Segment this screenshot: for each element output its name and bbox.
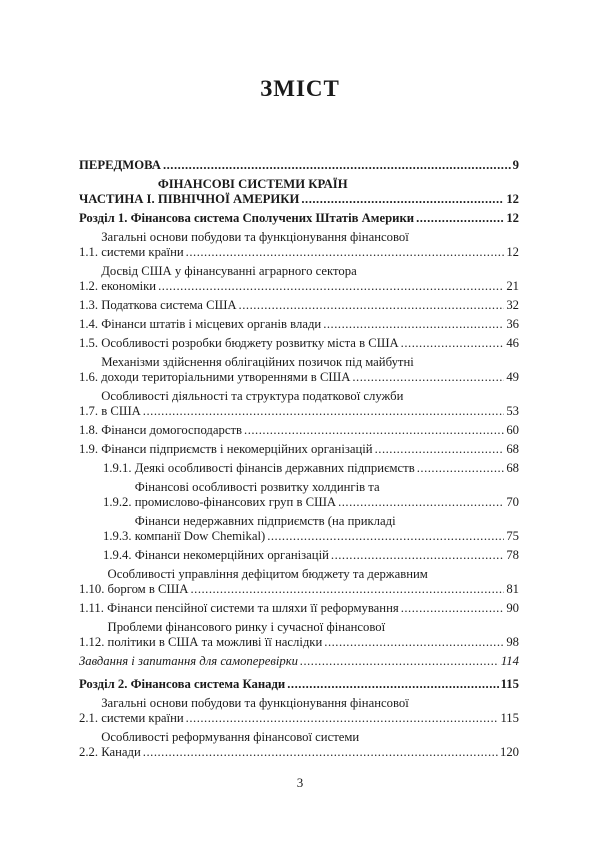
toc-entry-title-line: Досвід США у фінансуванні аграрного сектора [101,264,357,278]
dot-leader [244,423,504,438]
toc-entry-title-line: Механізми здійснення облігаційних позичок під майбутні [101,355,414,369]
toc-entry-number: 1.9.4. [103,548,135,562]
dot-leader [186,711,499,726]
toc-entry-number: 1.2. [79,279,102,293]
dot-leader [417,461,505,476]
toc-entry-title: політики в США та можливі її наслідки [107,635,323,649]
toc-entry-number: 1.9.3. [103,529,135,543]
dot-leader [323,317,504,332]
toc-entry-page: 68 [506,461,519,475]
toc-entry [79,730,519,760]
dot-leader [324,635,504,650]
toc-entry-title-line: Особливості реформування фінансової системи [101,730,360,744]
toc-entry-title-line: Особливості управління дефіцитом бюджету та державним [107,567,428,581]
toc-entry-title: системи країни [101,245,184,259]
toc-entry-title: економіки [101,279,157,293]
toc-entry [79,423,519,438]
toc-entry-number: 1.9.2. [103,495,135,509]
toc-entry-title-line: Загальні основи побудови та функціонування фінансової [101,230,409,244]
toc-entry-title: Фінанси пенсійної системи та шляхи її реформування [107,601,399,615]
toc-entry-page: 32 [506,298,519,312]
toc-entry-title: Фінанси штатів і місцевих органів влади [101,317,322,331]
toc-entry-number: 1.7. [79,404,102,418]
toc-entry-title: системи країни [101,711,184,725]
toc-entry-page: 21 [506,279,519,293]
toc-entry [79,177,519,207]
toc-entry [79,298,519,313]
dot-leader [287,677,498,692]
toc-entry [79,654,519,669]
toc-entry [79,230,519,260]
toc-entry-title: компанії Dow Chemikal) [134,529,266,543]
dot-leader [239,298,505,313]
toc-entry [79,461,519,476]
toc-entry-title-line: Фінансові особливості розвитку холдингів та [134,480,380,494]
toc-entry-title: Фінанси підприємств і некомерційних організацій [101,442,373,456]
dot-leader [401,601,505,616]
toc-entry [79,442,519,457]
toc-entry-page: 70 [506,495,519,509]
toc-entry-page: 60 [506,423,519,437]
toc-entry-title: ПІВНІЧНОЇ АМЕРИКИ [157,192,300,206]
toc-entry-number: ЧАСТИНА І. [79,192,158,206]
toc-entry-title: доходи територіальними утвореннями в США [101,370,351,384]
toc-entry-title: Деякі особливості фінансів державних підприємств [134,461,415,475]
dot-leader [352,370,504,385]
toc-entry-page: 68 [506,442,519,456]
toc-entry-page: 46 [506,336,519,350]
toc-entry-page: 9 [512,158,519,172]
dot-leader [338,495,504,510]
toc-entry-title: Канади [101,745,141,759]
toc-entry-title: Особливості розробки бюджету розвитку міста в США [101,336,399,350]
toc-entry-title: Фінанси домогосподарств [101,423,243,437]
toc-entry-title-line: Особливості діяльності та структура податкової служби [101,389,404,403]
toc-entry-number: 1.8. [79,423,102,437]
toc-entry-title-line: Загальні основи побудови та функціонування фінансової [101,696,409,710]
toc-entry [79,389,519,419]
toc-entry-number: 1.11. [79,601,108,615]
toc-entry [79,601,519,616]
toc-entry-title: промислово-фінансових груп в США [134,495,337,509]
toc-entry-page: 49 [506,370,519,384]
toc-entry-title: Завдання і запитання для самоперевірки [79,654,299,668]
table-of-contents [79,158,519,764]
dot-leader [163,158,511,173]
toc-entry [79,480,519,510]
toc-entry [79,211,519,226]
toc-entry-title-line: ФІНАНСОВІ СИСТЕМИ КРАЇН [157,177,348,191]
dot-leader [186,245,505,260]
toc-entry-number: 1.1. [79,245,102,259]
toc-entry-page: 115 [500,711,519,725]
toc-entry [79,317,519,332]
toc-entry-title-line: Проблеми фінансового ринку і сучасної фінансової [107,620,386,634]
toc-entry-page: 12 [506,211,519,225]
toc-entry-number: 1.10. [79,582,108,596]
dot-leader [331,548,504,563]
toc-entry-number: 1.9. [79,442,102,456]
dot-leader [158,279,504,294]
toc-entry [79,264,519,294]
dot-leader [375,442,505,457]
toc-entry-number: 1.9.1. [103,461,135,475]
toc-entry-page: 12 [506,192,519,206]
dot-leader [416,211,504,226]
page-number: 3 [296,775,304,790]
toc-entry-page: 98 [506,635,519,649]
toc-entry-page: 12 [506,245,519,259]
toc-entry-title: Податкова система США [101,298,237,312]
toc-entry [79,355,519,385]
toc-entry [79,336,519,351]
toc-entry-page: 115 [500,677,519,691]
dot-leader [143,745,498,760]
toc-entry [79,514,519,544]
toc-entry-page: 53 [506,404,519,418]
toc-entry-title: Фінанси некомерційних організацій [134,548,329,562]
toc-entry-number: 1.12. [79,635,108,649]
toc-entry-number: 2.1. [79,711,102,725]
toc-entry-number: 1.5. [79,336,102,350]
toc-entry-number: 2.2. [79,745,102,759]
toc-entry-page: 114 [500,654,519,668]
toc-entry-page: 75 [506,529,519,543]
dot-leader [190,582,504,597]
toc-entry-number: 1.3. [79,298,102,312]
toc-entry-title: боргом в США [107,582,189,596]
toc-entry-title: Розділ 1. Фінансова система Сполучених Штатів Америки [79,211,415,225]
toc-entry-page: 78 [506,548,519,562]
toc-entry [79,620,519,650]
toc-entry-title: ПЕРЕДМОВА [79,158,161,172]
dot-leader [267,529,504,544]
toc-entry [79,696,519,726]
dot-leader [300,654,499,669]
toc-entry [79,677,519,692]
dot-leader [301,192,504,207]
dot-leader [401,336,505,351]
page-title: ЗМІСТ [260,76,340,101]
toc-entry-title-line: Фінанси недержавних підприємств (на прикладі [134,514,396,528]
dot-leader [143,404,505,419]
toc-entry [79,158,519,173]
toc-entry-number: 1.4. [79,317,102,331]
toc-entry [79,567,519,597]
toc-entry-page: 90 [506,601,519,615]
toc-entry-page: 81 [506,582,519,596]
toc-entry-page: 36 [506,317,519,331]
toc-entry-number: 1.6. [79,370,102,384]
toc-entry-title: в США [101,404,141,418]
toc-entry [79,548,519,563]
toc-entry-page: 120 [499,745,519,759]
toc-entry-title: Розділ 2. Фінансова система Канади [79,677,286,691]
